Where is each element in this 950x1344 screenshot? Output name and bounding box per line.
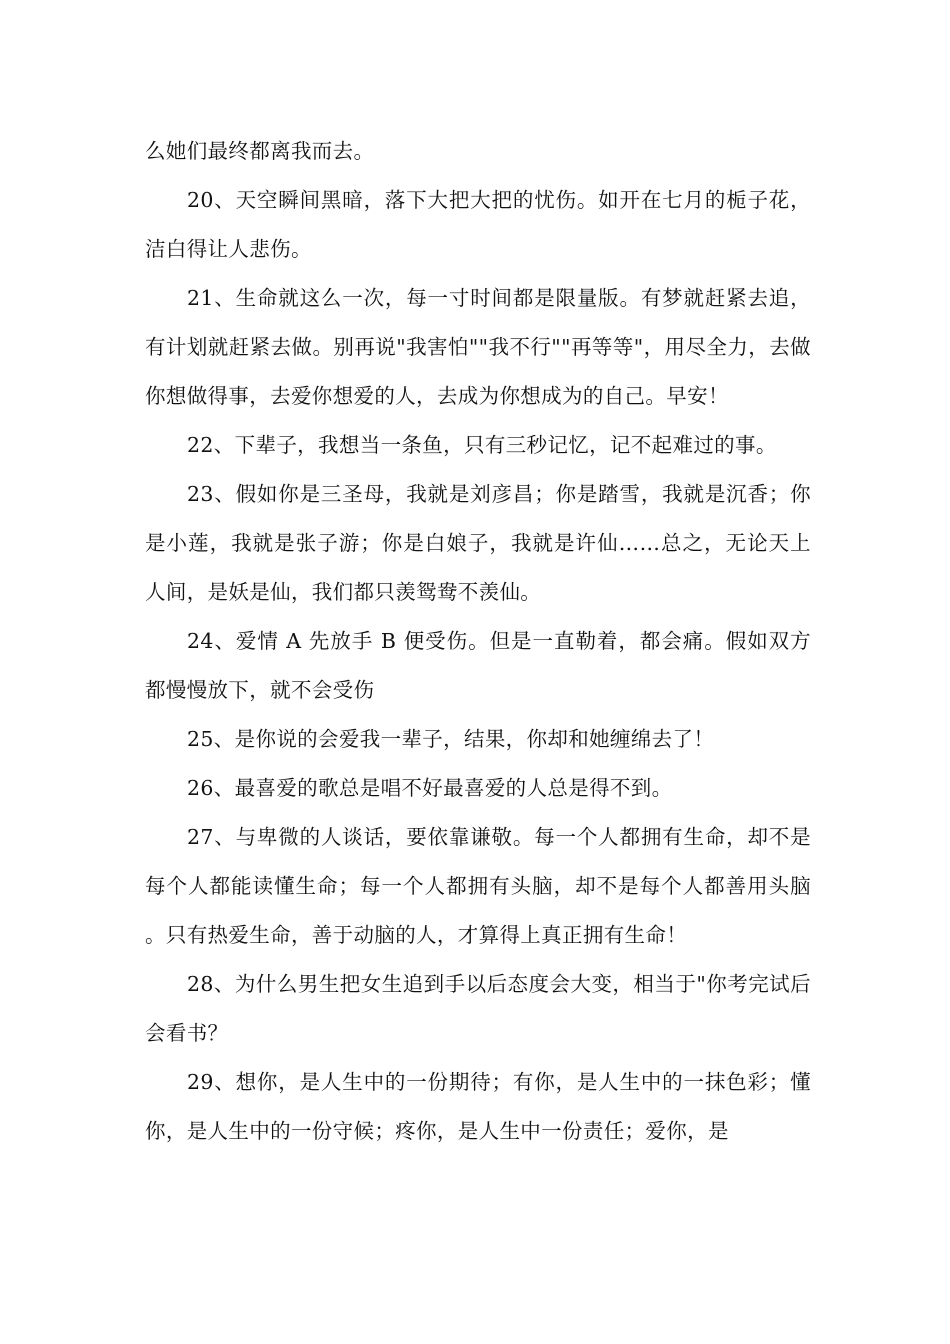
document-page — [145, 127, 811, 1156]
paragraph-26: 26、最喜爱的歌总是唱不好最喜爱的人总是得不到。 — [187, 776, 673, 800]
paragraph-27: 27、与卑微的人谈话，要依靠谦敬。每一个人都拥有生命，却不是每个人都能读懂生命；每一个人都拥有头脑，却不是每个人都善用头脑。只有热爱生命，善于动脑的人，才算得上真正拥有生命！ — [145, 825, 811, 947]
paragraph-29: 29、想你，是人生中的一份期待；有你，是人生中的一抹色彩；懂你，是人生中的一份守候；疼你，是人生中一份责任；爱你，是 — [145, 1070, 811, 1143]
paragraph-23: 23、假如你是三圣母，我就是刘彦昌；你是踏雪，我就是沉香；你是小莲，我就是张子游；你是白娘子，我就是许仙……总之，无论天上人间，是妖是仙，我们都只羡鸳鸯不羡仙。 — [145, 482, 811, 604]
paragraph-24: 24、爱情 A 先放手 B 便受伤。但是一直勒着，都会痛。假如双方都慢慢放下，就不会受伤 — [145, 629, 811, 702]
paragraph-continuation: 么她们最终都离我而去。 — [145, 139, 375, 163]
paragraph-20: 20、天空瞬间黑暗，落下大把大把的忧伤。如开在七月的栀子花，洁白得让人悲伤。 — [145, 188, 811, 261]
paragraph-22: 22、下辈子，我想当一条鱼，只有三秒记忆，记不起难过的事。 — [187, 433, 777, 457]
paragraph-28: 28、为什么男生把女生追到手以后态度会大变，相当于"你考完试后会看书？ — [145, 972, 811, 1045]
paragraph-25: 25、是你说的会爱我一辈子，结果，你却和她缠绵去了！ — [187, 727, 715, 751]
paragraph-21: 21、生命就这么一次，每一寸时间都是限量版。有梦就赶紧去追，有计划就赶紧去做。别再说"我害怕""我不行""再等等"，用尽全力，去做你想做得事，去爱你想爱的人，去成为你想成为的自己。早安！ — [145, 286, 811, 408]
